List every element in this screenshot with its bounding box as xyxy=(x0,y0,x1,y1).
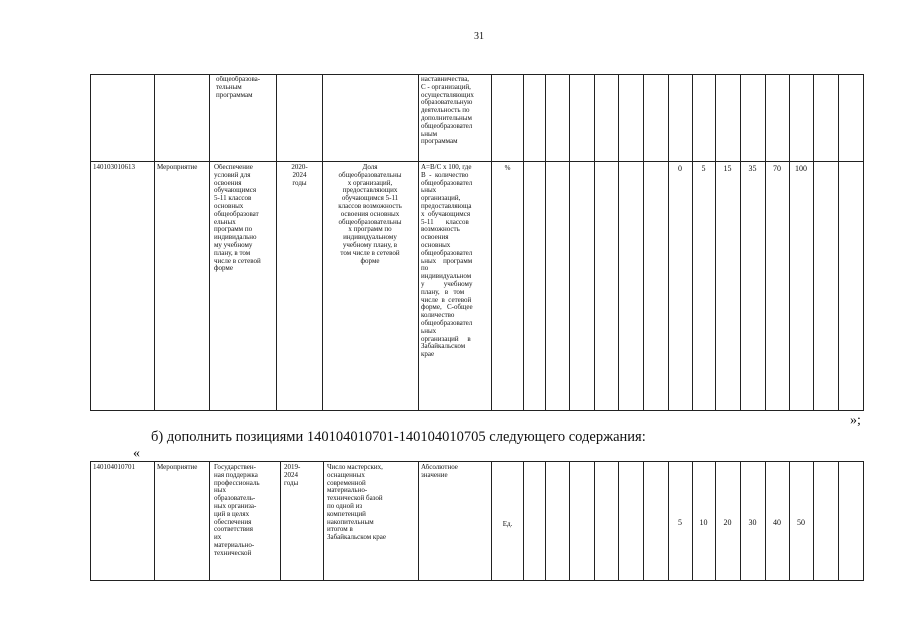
row-value: 70 xyxy=(773,164,781,173)
row-type: Мероприятие xyxy=(157,164,198,171)
opening-quote: « xyxy=(133,446,140,461)
row-value: 35 xyxy=(748,164,757,173)
row-unit: Ед. xyxy=(502,520,513,528)
row-value: 100 xyxy=(795,164,807,173)
row-code: 140103010613 xyxy=(93,164,135,171)
row-period: 2019- 2024 годы xyxy=(284,464,301,487)
row-value: 0 xyxy=(678,164,682,173)
row-period: 2020- 2024 годы xyxy=(291,164,308,187)
row-indicator: Доля общеобразовательны х организаций, предоставляющих обучающимся 5-11 классов возможность освоения основных общеобразовательны х программ по индивидуальному учебному плану, в том числе в сетевой форме xyxy=(338,164,402,265)
cont-row-name: общеобразова- тельным программам xyxy=(216,76,261,99)
row-value: 40 xyxy=(773,518,781,527)
row-value: 20 xyxy=(723,518,732,527)
row-calc: Абсолютное значение xyxy=(421,464,458,479)
page-number: 31 xyxy=(474,31,484,42)
row-value: 15 xyxy=(723,164,732,173)
row-name: Государствен- ная поддержка профессиональ ных образователь- ных организа- ций в целях обеспечения соответствия их материально- технической xyxy=(214,464,260,557)
row-unit: % xyxy=(504,164,511,172)
section-heading: б) дополнить позициями 140104010701-140104010705 следующего содержания: xyxy=(151,429,646,445)
row-value: 10 xyxy=(699,518,708,527)
row-value: 5 xyxy=(701,164,706,173)
cont-row-calc: наставничества, С - организаций, осуществляющих образовательную деятельность по дополнительным общеобразовател ьным программам xyxy=(421,76,474,146)
row-value: 50 xyxy=(797,518,805,527)
row-type: Мероприятие xyxy=(157,464,198,471)
row-indicator: Число мастерских, оснащенных современной материально- технической базой по одной из компетенций накопительным итогом в Забайкальском крае xyxy=(327,464,386,542)
row-code: 140104010701 xyxy=(93,464,135,471)
row-value: 30 xyxy=(748,518,757,527)
row-calc: А=В/С х 100, где В - количество общеобразовател ьных организаций, предоставляюща х обучающимся 5-11 классов возможность освоения основных общеобразовател ьных программ по индивидуальном у учебному плану, в том числе в сетевой форме, С-общее количество общеобразовател ьных организаций в Забайкальском крае xyxy=(421,164,473,359)
row-value: 5 xyxy=(678,518,682,527)
row-name: Обеспечение условий для освоения обучающимся 5-11 классов основных общеобразоват ельных программ по индивидально му учебному плану, в том числе в сетевой форме xyxy=(214,164,261,273)
closing-quote: »; xyxy=(850,413,861,428)
